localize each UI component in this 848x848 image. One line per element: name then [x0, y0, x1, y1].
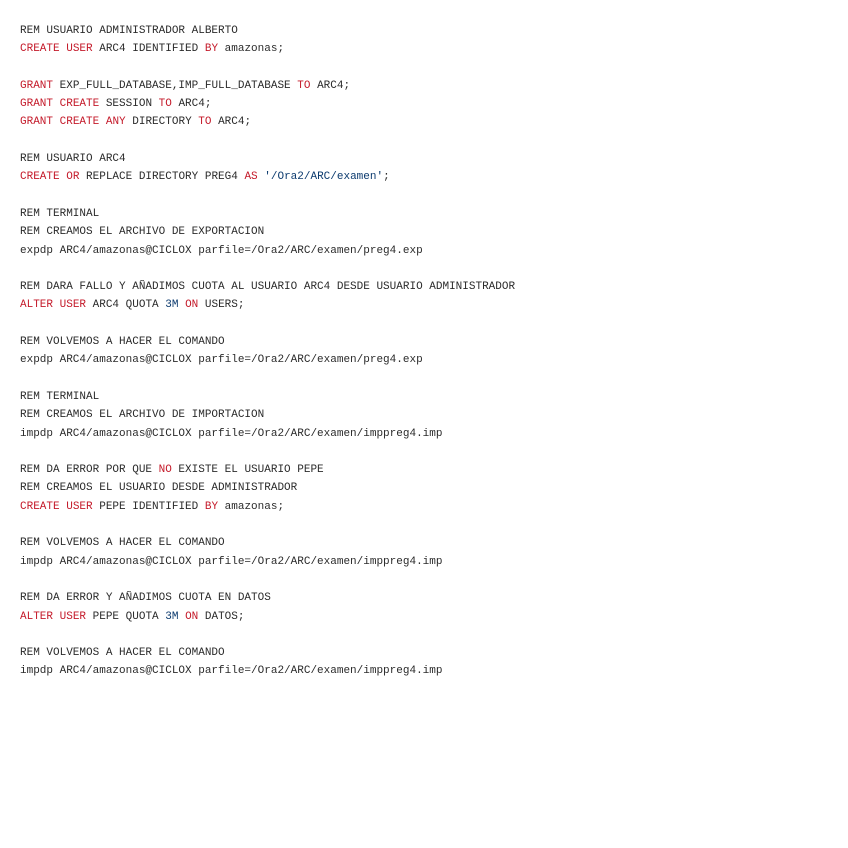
code-text: [99, 116, 106, 128]
blank-line: [20, 187, 515, 205]
code-line: [20, 498, 515, 516]
blank-line: [20, 370, 515, 388]
code-string: '/Ora2/ARC/examen': [264, 171, 384, 184]
code-text: expdp ARC4/amazonas@CICLOX parfile=/Ora2/ARC/examen/preg4.exp: [20, 244, 423, 257]
code-line: [20, 644, 515, 662]
code-text: PEPE QUOTA: [86, 610, 166, 623]
code-text: impdp ARC4/amazonas@CICLOX parfile=/Ora2/ARC/examen/imppreg4.imp: [20, 555, 443, 568]
code-keyword: ON: [185, 610, 199, 623]
code-text: EXP_FULL_DATABASE,IMP_FULL_DATABASE: [53, 79, 298, 92]
code-line: [20, 406, 515, 424]
code-line: [20, 150, 515, 168]
code-text: [53, 116, 60, 128]
code-text: ARC4 QUOTA: [86, 299, 166, 312]
code-keyword: CREATE: [20, 43, 60, 56]
code-line: [20, 40, 515, 58]
code-line: [20, 77, 515, 95]
code-line: [20, 351, 515, 369]
code-keyword: CREATE: [59, 98, 100, 111]
code-text: expdp ARC4/amazonas@CICLOX parfile=/Ora2/ARC/examen/preg4.exp: [20, 354, 423, 367]
code-text: amazonas;: [218, 43, 285, 56]
code-text: impdp ARC4/amazonas@CICLOX parfile=/Ora2/ARC/examen/imppreg4.imp: [20, 427, 443, 440]
code-text: [53, 611, 60, 623]
code-line: [20, 534, 515, 552]
code-line: [20, 333, 515, 351]
code-line: [20, 205, 515, 223]
blank-line: [20, 315, 515, 333]
code-text: ARC4;: [211, 116, 252, 129]
code-line: [20, 278, 515, 296]
code-text: REM VOLVEMOS A HACER EL COMANDO: [20, 336, 225, 349]
code-line: [20, 589, 515, 607]
code-text: REM VOLVEMOS A HACER EL COMANDO: [20, 537, 225, 550]
code-number: 3M: [165, 610, 179, 623]
code-text: impdp ARC4/amazonas@CICLOX parfile=/Ora2/ARC/examen/imppreg4.imp: [20, 665, 443, 678]
code-text: REM USUARIO ADMINISTRADOR ALBERTO: [20, 25, 238, 37]
code-text: ARC4 IDENTIFIED: [92, 43, 205, 56]
code-line: [20, 479, 515, 497]
code-keyword: ANY: [105, 116, 126, 129]
code-line: [20, 296, 515, 314]
code-keyword: USER: [59, 610, 87, 623]
code-text: ARC4;: [171, 98, 212, 111]
code-text: [53, 299, 60, 311]
code-keyword: USER: [66, 43, 93, 56]
code-keyword: USER: [66, 500, 93, 513]
code-number: 3M: [165, 299, 179, 312]
code-line: [20, 662, 515, 680]
code-text: amazonas;: [218, 500, 285, 513]
code-keyword: TO: [198, 116, 212, 129]
code-text: USERS;: [198, 299, 245, 312]
code-keyword: BY: [204, 500, 219, 513]
code-text: REM DA ERROR POR QUE: [20, 464, 159, 477]
code-keyword: ON: [185, 299, 199, 312]
blank-line: [20, 59, 515, 77]
code-text: REM TERMINAL: [20, 390, 100, 403]
code-text: REM DA ERROR Y AÑADIMOS CUOTA EN DATOS: [20, 592, 271, 605]
code-text: DIRECTORY: [125, 116, 199, 129]
code-document: [20, 22, 515, 681]
code-text: ARC4;: [310, 79, 351, 92]
code-text: REPLACE DIRECTORY PREG4: [79, 171, 245, 184]
code-keyword: CREATE: [59, 116, 100, 129]
code-text: REM DARA FALLO Y AÑADIMOS CUOTA AL USUARIO ARC4 DESDE USUARIO ADMINISTRADOR: [20, 281, 516, 294]
code-line: [20, 113, 515, 131]
code-line: [20, 425, 515, 443]
blank-line: [20, 626, 515, 644]
code-line: [20, 168, 515, 186]
code-keyword: USER: [59, 299, 87, 312]
code-line: [20, 608, 515, 626]
code-keyword: OR: [66, 171, 80, 184]
code-keyword: CREATE: [20, 171, 60, 184]
code-keyword: GRANT: [20, 79, 54, 92]
code-keyword: TO: [158, 98, 172, 111]
blank-line: [20, 260, 515, 278]
code-text: DATOS;: [198, 610, 245, 623]
code-keyword: ALTER: [20, 299, 54, 312]
code-text: SESSION: [99, 98, 159, 111]
code-line: [20, 553, 515, 571]
code-text: PEPE IDENTIFIED: [92, 500, 205, 513]
code-keyword: ALTER: [20, 610, 54, 623]
code-line: [20, 22, 515, 40]
code-line: [20, 95, 515, 113]
code-text: ;: [383, 171, 390, 184]
code-line: [20, 461, 515, 479]
code-keyword: NO: [158, 464, 172, 477]
code-text: REM CREAMOS EL ARCHIVO DE EXPORTACION: [20, 226, 265, 239]
code-line: [20, 388, 515, 406]
blank-line: [20, 516, 515, 534]
code-keyword: GRANT: [20, 116, 54, 129]
code-keyword: CREATE: [20, 500, 60, 513]
code-text: REM CREAMOS EL ARCHIVO DE IMPORTACION: [20, 409, 265, 422]
code-text: EXISTE EL USUARIO PEPE: [171, 464, 324, 477]
code-keyword: TO: [297, 79, 311, 92]
code-text: REM CREAMOS EL USUARIO DESDE ADMINISTRADOR: [20, 482, 298, 495]
blank-line: [20, 571, 515, 589]
code-text: REM TERMINAL: [20, 207, 100, 220]
blank-line: [20, 132, 515, 150]
code-text: [53, 98, 60, 110]
code-keyword: BY: [204, 43, 219, 56]
code-line: [20, 223, 515, 241]
code-text: REM VOLVEMOS A HACER EL COMANDO: [20, 647, 225, 660]
code-line: [20, 242, 515, 260]
blank-line: [20, 443, 515, 461]
code-keyword: AS: [244, 171, 258, 184]
code-text: REM USUARIO ARC4: [20, 153, 126, 166]
code-keyword: GRANT: [20, 98, 54, 111]
